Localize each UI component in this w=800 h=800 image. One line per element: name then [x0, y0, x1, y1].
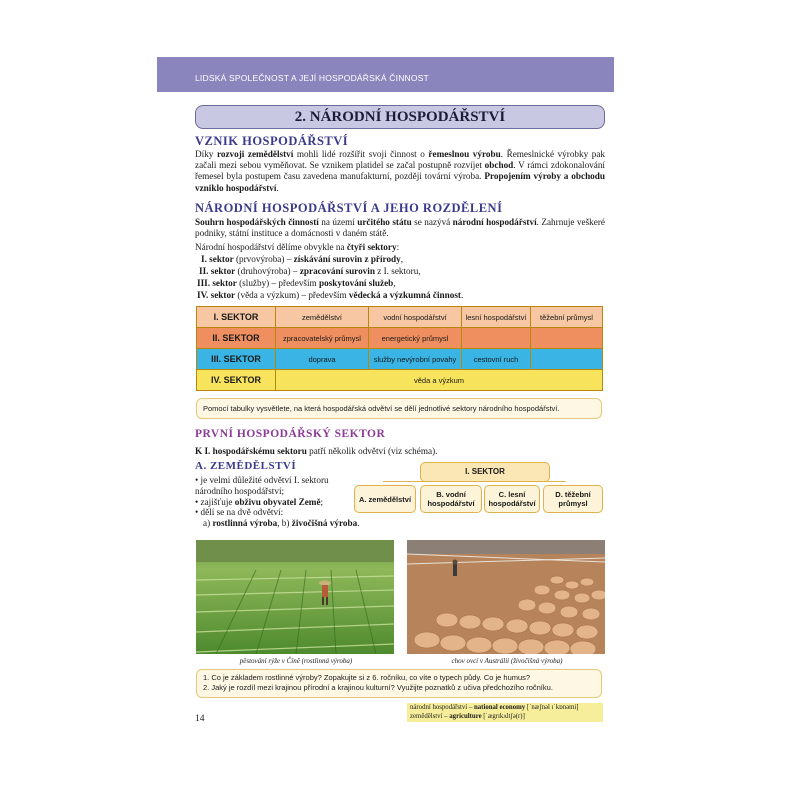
header-band [157, 57, 614, 92]
table-cell-label: I. SEKTOR [197, 307, 276, 328]
page-number: 14 [195, 714, 205, 724]
list-item: • je velmi důležité odvětví I. sektoru národního hospodářství; [195, 475, 329, 496]
table-cell: vodní hospodářství [369, 307, 462, 328]
table-cell [462, 328, 531, 349]
sector-line-1: I. sektor (prvovýroba) – získávání surovin z přírody, [201, 254, 404, 264]
table-row [197, 370, 603, 391]
sector-line-4: IV. sektor (věda a výzkum) – především vědecká a výzkumná činnost. [197, 290, 464, 300]
table-cell [531, 328, 603, 349]
chapter-title: 2. NÁRODNÍ HOSPODÁŘSTVÍ [195, 105, 605, 129]
table-row [197, 328, 603, 349]
schema-connector [383, 481, 566, 482]
table-cell: cestovní ruch [462, 349, 531, 370]
bullet-list [195, 475, 360, 529]
table-cell: služby nevýrobní povahy [369, 349, 462, 370]
section-heading-vznik: VZNIK HOSPODÁŘSTVÍ [195, 134, 349, 148]
glossary-box [407, 703, 603, 722]
question-2: 2. Jaký je rozdíl mezi krajinou přírodní a krajinou kulturní? Využijte poznatků z učiva předchozího ročníku. [203, 683, 553, 692]
table-cell: doprava [276, 349, 369, 370]
sheep-photo-caption: chov ovcí v Austrálii (živočišná výroba) [451, 657, 563, 665]
questions-box [196, 669, 602, 698]
textbook-page [157, 57, 614, 743]
section-heading-rozdeleni: NÁRODNÍ HOSPODÁŘSTVÍ A JEHO ROZDĚLENÍ [195, 201, 503, 215]
schema-root: I. SEKTOR [420, 462, 550, 482]
task-note: Pomocí tabulky vysvětlete, na která hospodářská odvětví se dělí jednotlivé sektory národního hospodářství. [196, 398, 602, 419]
paragraph-ctyri-sektory: Národní hospodářství dělíme obvykle na čtyři sektory: [195, 242, 400, 252]
paragraph-vznik: Díky rozvoji zemědělství mohli lidé rozšířit svoji činnost o řemeslnou výrobu. Řemeslnické výrobky pak začali mezi sebou vyměňovat. Se vznikem platidel se začal postupně rozvíjet obchod. V rámci zdokonalování řemesel byla postupem času zavedena manufakturní, později tovární výroba. Propojením výroby a obchodu vzniklo hospodářství. [195, 149, 606, 193]
shepherd-figure [453, 560, 458, 577]
table-row [197, 307, 603, 328]
schema-box-zemedelstvi: A. zemědělství [354, 485, 416, 513]
table-cell-label: III. SEKTOR [197, 349, 276, 370]
table-cell-label: IV. SEKTOR [197, 370, 276, 391]
subheading-zemedelstvi: A. ZEMĚDĚLSTVÍ [195, 460, 297, 472]
question-1: 1. Co je základem rostlinné výroby? Zopakujte si z 6. ročníku, co víte o typech půdy. Co je humus? [203, 673, 531, 682]
table-cell: energetický průmysl [369, 328, 462, 349]
table-row [197, 349, 603, 370]
list-item: a) rostlinná výroba, b) živočišná výroba. [203, 518, 360, 529]
sector-table [196, 306, 603, 391]
table-cell-label: II. SEKTOR [197, 328, 276, 349]
table-cell: zemědělství [276, 307, 369, 328]
schema-box-vodni: B. vodní hospodářství [420, 485, 482, 513]
rice-field-image [196, 540, 394, 654]
table-cell: těžební průmysl [531, 307, 603, 328]
schema-box-lesni: C. lesní hospodářství [484, 485, 540, 513]
sheep-photo [407, 540, 605, 654]
sector-line-2: II. sektor (druhovýroba) – zpracování surovin z I. sektoru, [199, 266, 421, 276]
running-title: LIDSKÁ SPOLEČNOST A JEJÍ HOSPODÁŘSKÁ ČINNOST [195, 73, 429, 83]
paragraph-intro-sektor: K I. hospodářskému sektoru patří několik odvětví (viz schéma). [195, 446, 438, 456]
list-item: • dělí se na dvě odvětví: [195, 507, 284, 518]
glossary-item: národní hospodářství – national economy [ˈnæʃnəl ɪˈkɒnəmi] [410, 704, 579, 711]
list-item: • zajišťuje obživu obyvatel Země; [195, 496, 324, 507]
glossary-item: zemědělství – agriculture [ˈægrɪkʌltʃə(r)] [410, 712, 525, 720]
table-cell: věda a výzkum [276, 370, 603, 391]
rice-field-photo [196, 540, 394, 654]
sector-line-3: III. sektor (služby) – především poskytování služeb, [197, 278, 396, 288]
paragraph-souhrn: Souhrn hospodářských činností na území určitého státu se nazývá národní hospodářství. Zahrnuje veškeré podniky, státní instituce a domácnosti v daném státě. [195, 217, 605, 239]
table-cell: zpracovatelský průmysl [276, 328, 369, 349]
table-cell: lesní hospodářství [462, 307, 531, 328]
schema-box-tezebni: D. těžební průmysl [543, 485, 603, 513]
section-heading-prvni-sektor: PRVNÍ HOSPODÁŘSKÝ SEKTOR [195, 428, 386, 440]
rice-photo-caption: pěstování rýže v Číně (rostlinná výroba) [239, 657, 353, 665]
table-cell [531, 349, 603, 370]
sheep-image [407, 540, 605, 654]
